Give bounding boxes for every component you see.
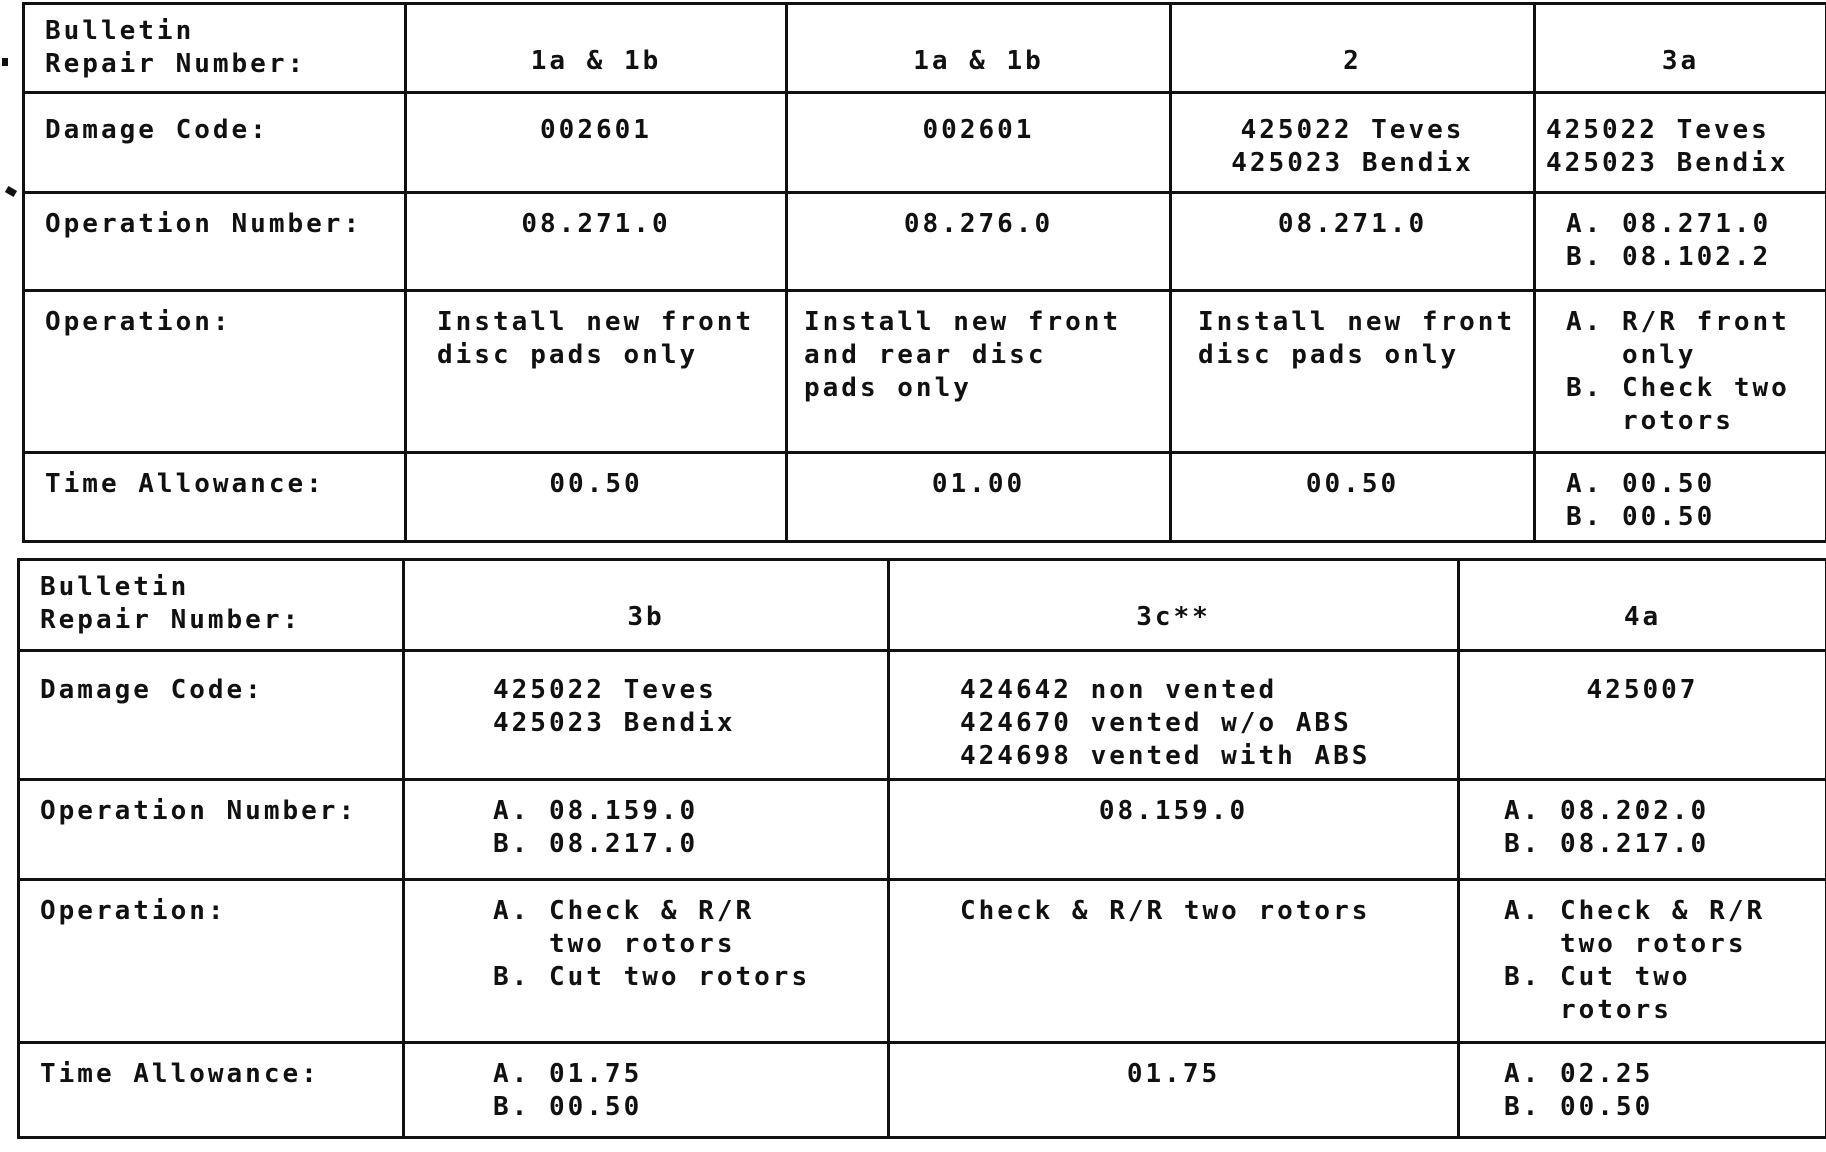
cell-bulletin: 3b bbox=[404, 560, 889, 651]
label-bulletin-repair-number: Bulletin Repair Number: bbox=[24, 4, 406, 93]
cell-bulletin: 1a & 1b bbox=[406, 4, 787, 93]
cell-time-allowance: 01.75 bbox=[889, 1043, 1459, 1138]
repair-table-1 bbox=[22, 2, 1826, 543]
cell-operation: A. R/R front only B. Check two rotors bbox=[1535, 291, 1826, 453]
cell-operation: Check & R/R two rotors bbox=[889, 880, 1459, 1043]
cell-operation-number: 08.271.0 bbox=[406, 193, 787, 291]
cell-time-allowance: 00.50 bbox=[1171, 453, 1535, 542]
label-damage-code: Damage Code: bbox=[24, 93, 406, 193]
label-time-allowance: Time Allowance: bbox=[19, 1043, 404, 1138]
label-operation: Operation: bbox=[24, 291, 406, 453]
cell-time-allowance: 01.00 bbox=[787, 453, 1171, 542]
cell-operation: A. Check & R/R two rotors B. Cut two rotors bbox=[1459, 880, 1826, 1043]
cell-time-allowance: A. 01.75 B. 00.50 bbox=[404, 1043, 889, 1138]
row-operation-number bbox=[19, 780, 1826, 880]
cell-operation: Install new front and rear disc pads only bbox=[787, 291, 1171, 453]
label-time-allowance: Time Allowance: bbox=[24, 453, 406, 542]
row-damage-code bbox=[19, 651, 1826, 780]
row-damage-code bbox=[24, 93, 1826, 193]
cell-damage-code: 002601 bbox=[406, 93, 787, 193]
row-bulletin bbox=[19, 560, 1826, 651]
cell-damage-code: 425022 Teves 425023 Bendix bbox=[1171, 93, 1535, 193]
cell-operation: Install new front disc pads only bbox=[1171, 291, 1535, 453]
cell-operation: A. Check & R/R two rotors B. Cut two rotors bbox=[404, 880, 889, 1043]
row-operation bbox=[24, 291, 1826, 453]
cell-damage-code: 002601 bbox=[787, 93, 1171, 193]
row-bulletin bbox=[24, 4, 1826, 93]
scan-mark-top bbox=[2, 58, 8, 66]
cell-bulletin: 3a bbox=[1535, 4, 1826, 93]
cell-operation-number: 08.276.0 bbox=[787, 193, 1171, 291]
cell-operation-number: 08.159.0 bbox=[889, 780, 1459, 880]
cell-operation-number: A. 08.271.0 B. 08.102.2 bbox=[1535, 193, 1826, 291]
label-operation-number: Operation Number: bbox=[19, 780, 404, 880]
repair-table-2 bbox=[17, 558, 1826, 1139]
cell-operation-number: A. 08.159.0 B. 08.217.0 bbox=[404, 780, 889, 880]
label-operation-number: Operation Number: bbox=[24, 193, 406, 291]
label-damage-code: Damage Code: bbox=[19, 651, 404, 780]
cell-time-allowance: 00.50 bbox=[406, 453, 787, 542]
cell-time-allowance: A. 02.25 B. 00.50 bbox=[1459, 1043, 1826, 1138]
cell-damage-code: 425007 bbox=[1459, 651, 1826, 780]
cell-operation-number: A. 08.202.0 B. 08.217.0 bbox=[1459, 780, 1826, 880]
cell-bulletin: 1a & 1b bbox=[787, 4, 1171, 93]
row-operation bbox=[19, 880, 1826, 1043]
cell-time-allowance: A. 00.50 B. 00.50 bbox=[1535, 453, 1826, 542]
label-operation: Operation: bbox=[19, 880, 404, 1043]
cell-bulletin: 4a bbox=[1459, 560, 1826, 651]
cell-damage-code: 425022 Teves 425023 Bendix bbox=[1535, 93, 1826, 193]
cell-operation-number: 08.271.0 bbox=[1171, 193, 1535, 291]
cell-damage-code: 424642 non vented 424670 vented w/o ABS 424698 vented with ABS bbox=[889, 651, 1459, 780]
scan-mark-left bbox=[5, 186, 17, 197]
row-time-allowance bbox=[24, 453, 1826, 542]
cell-damage-code: 425022 Teves 425023 Bendix bbox=[404, 651, 889, 780]
cell-bulletin: 2 bbox=[1171, 4, 1535, 93]
cell-bulletin: 3c** bbox=[889, 560, 1459, 651]
row-operation-number bbox=[24, 193, 1826, 291]
label-bulletin-repair-number: Bulletin Repair Number: bbox=[19, 560, 404, 651]
cell-operation: Install new front disc pads only bbox=[406, 291, 787, 453]
row-time-allowance bbox=[19, 1043, 1826, 1138]
